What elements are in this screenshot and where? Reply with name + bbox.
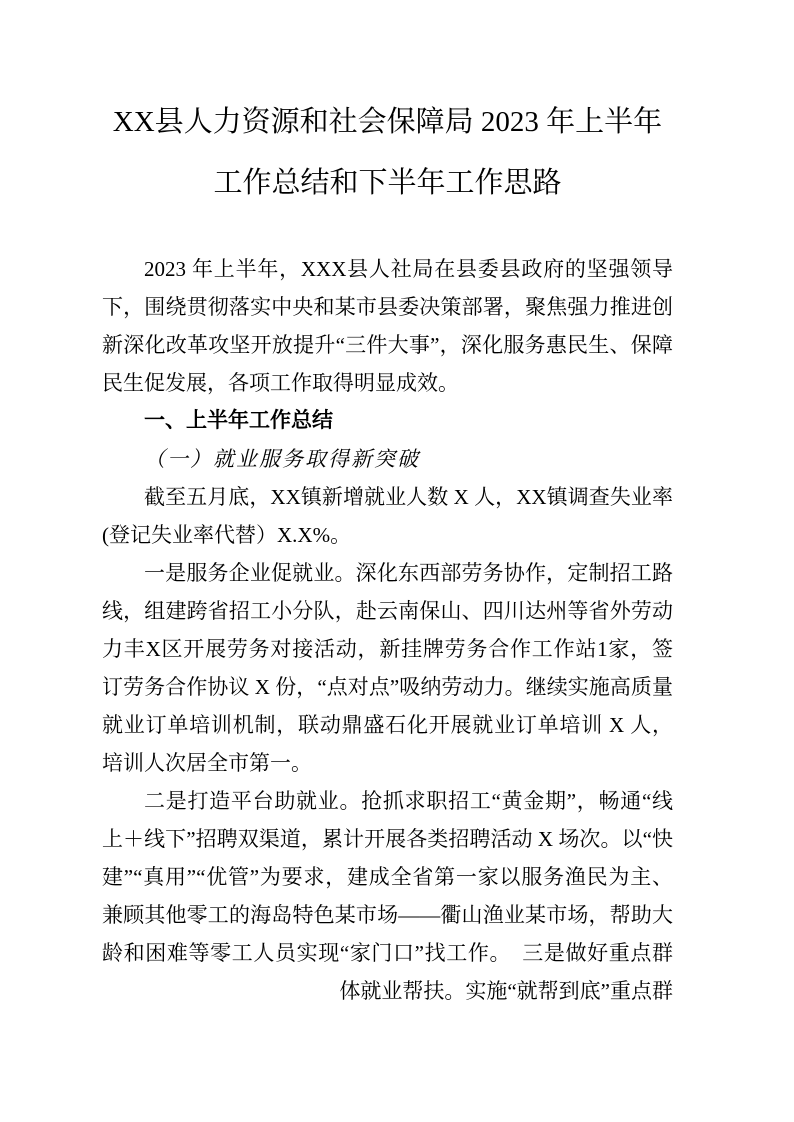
- section-heading-first-half-summary: 一、上半年工作总结: [144, 409, 333, 432]
- title-line-1: XX县人力资源和社会保障局 2023 年上半年: [112, 106, 663, 138]
- title-line-2: 工作总结和下半年工作思路: [213, 167, 562, 199]
- paragraph-point-one-serve-enterprises: 一是服务企业促就业。深化东西部劳务协作，定制招工路线，组建跨省招工小分队，赴云南保山、四川达州等省外劳动力丰X区开展劳务对接活动，新挂牌劳务合作工作站1家，签订劳务合作协议 X 份，“点对点”吸纳劳动力。继续实施高质量就业订单培训机制，联动鼎盛石化开展就业订单培训 X 人，培训人次居全市第一。: [102, 561, 673, 775]
- subsection-heading-employment-services: （一）就业服务取得新突破: [144, 447, 420, 471]
- paragraph-employment-stats: 截至五月底，XX镇新增就业人数 X 人，XX镇调查失业率(登记失业率代替）X.X%。: [102, 485, 673, 547]
- document-title: [102, 92, 673, 214]
- paragraph-point-two-platform: 二是打造平台助就业。抢抓求职招工“黄金期”，畅通“线上＋线下”招聘双渠道，累计开展各类招聘活动 X 场次。以“快建”“真用”“优管”为要求，建成全省第一家以服务渔民为主、兼顾其他零工的海岛特色某市场——衢山渔业某市场，帮助大龄和困难等零工人员实现“家门口”找工作。 三是做好重点群体就业帮扶。实施“就帮到底”重点群: [102, 789, 673, 1003]
- paragraph-intro: 2023 年上半年，XXX县人社局在县委县政府的坚强领导下，围绕贯彻落实中央和某市县委决策部署，聚焦强力推进创新深化改革攻坚开放提升“三件大事”，深化服务惠民生、保障民生促发展，各项工作取得明显成效。: [102, 257, 673, 395]
